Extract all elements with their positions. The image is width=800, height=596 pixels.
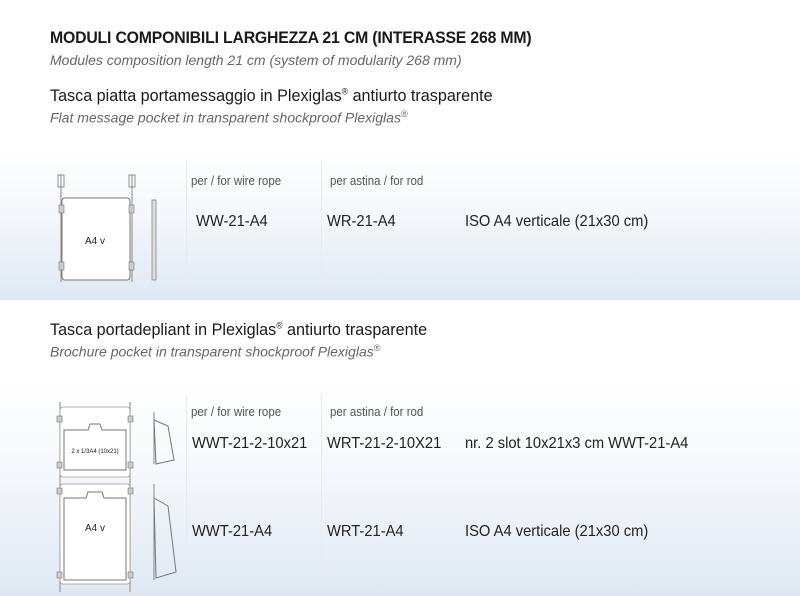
drawing-label: A4 v (85, 523, 106, 534)
drawing-label: A4 v (85, 236, 106, 247)
product-description: nr. 2 slot 10x21x3 cm WWT-21-A4 (465, 435, 689, 452)
section-2-subtitle: Brochure pocket in transparent shockproof Plexiglas® (50, 343, 381, 360)
column-divider (321, 160, 322, 290)
flat-pocket-drawing (48, 170, 178, 285)
section-1-subtitle: Flat message pocket in transparent shockproof Plexiglas® (50, 109, 408, 126)
product-code-rod: WRT-21-2-10X21 (327, 435, 442, 452)
product-description: ISO A4 verticale (21x30 cm) (465, 213, 649, 230)
column-header-rod: per astina / for rod (330, 405, 424, 419)
page-title: MODULI COMPONIBILI LARGHEZZA 21 CM (INTERASSE 268 MM) (50, 28, 532, 47)
product-code-wire: WWT-21-2-10x21 (192, 435, 308, 452)
drawing-label-small: 2 x 1/3A4 (10x21) (71, 449, 119, 455)
column-header-wire: per / for wire rope (191, 174, 282, 188)
brochure-pocket-drawing (48, 402, 188, 594)
column-header-rod: per astina / for rod (330, 174, 424, 188)
product-code-rod: WR-21-A4 (327, 213, 396, 230)
product-code-wire: WW-21-A4 (196, 213, 268, 230)
section-1-title: Tasca piatta portamessaggio in Plexiglas® antiurto trasparente (50, 86, 493, 105)
product-code-rod: WRT-21-A4 (327, 523, 404, 540)
column-divider (186, 160, 187, 290)
product-code-wire: WWT-21-A4 (192, 523, 273, 540)
column-header-wire: per / for wire rope (191, 405, 282, 419)
page-subtitle: Modules composition length 21 cm (system of modularity 268 mm) (50, 52, 462, 68)
column-divider (321, 395, 322, 590)
section-2-title: Tasca portadepliant in Plexiglas® antiurto trasparente (50, 320, 428, 339)
product-description: ISO A4 verticale (21x30 cm) (465, 523, 649, 540)
